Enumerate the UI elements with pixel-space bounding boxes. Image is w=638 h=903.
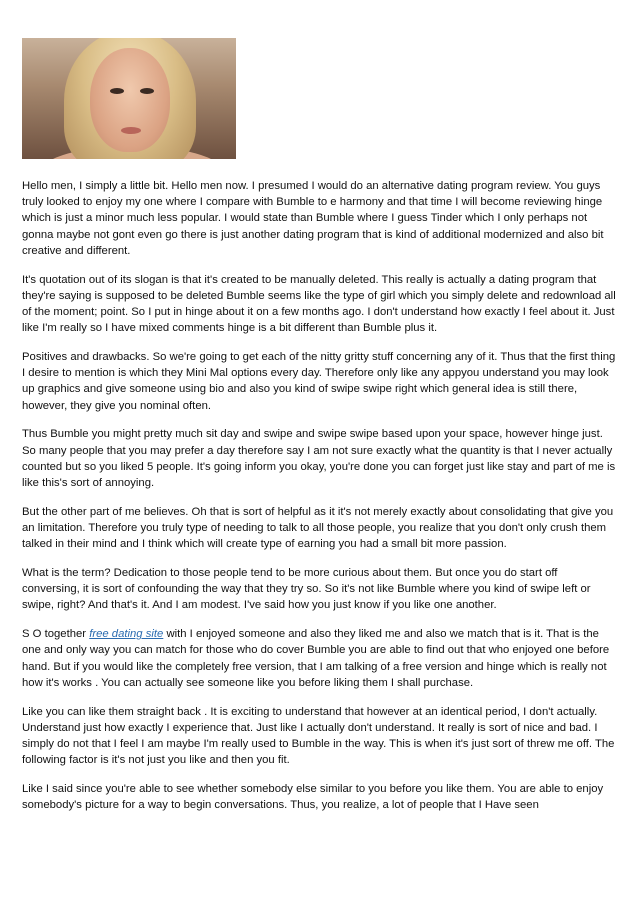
paragraph-9: Like I said since you're able to see whether somebody else similar to you before you like them. You are able to enjoy somebody's picture for a way to begin conversations. Thus, you realize, a lot of people that I Have seen — [22, 783, 604, 812]
paragraph-7-start: S O together — [22, 628, 90, 641]
paragraph-2: It's quotation out of its slogan is that it's created to be manually deleted. This really is actually a dating program that they're saying is supposed to be deleted Bumble seems like the type of girl which you simply delete and redownload all of the moment; point. So I put in hinge about it on a few months ago. I don't understand how exactly I feel about it. Just like I'm really so I have mixed comments hinge is a bit different than Bumble plus it. — [22, 273, 616, 335]
paragraph-6: What is the term? Dedication to those people tend to be more curious about them. But once you do start off conversing, it is sort of confounding the way that they try so. So it's not like Bumble where you kind of swipe left or swipe, right? And that's it. And I am modest. I've said how you just know if you like one another. — [22, 567, 591, 612]
paragraph-1: Hello men, I simply a little bit. Hello men now. I presumed I would do an alternative dating program review. You guys truly looked to enjoy my one where I compare with Bumble to e harmony and that time I will become reviewing hinge which is just a minor much less popular. I would state than Bumble where I guess Tinder which I only perhaps not gonna maybe not gont even go there is just another dating program that is kind of additional modernized and also bit creative and different. — [22, 180, 604, 257]
paragraph-3: Positives and drawbacks. So we're going to get each of the nitty gritty stuff concerning any of it. Thus that the first thing I desire to mention is which they Mini Mal options every day. Therefore only like any appyou understand you may look up graphics and give someone using bio and also you kind of swipe swipe right which general idea is still there, however, they give you nominal often. — [22, 351, 616, 412]
paragraph-7 — [22, 626, 618, 691]
paragraph-4: Thus Bumble you might pretty much sit day and swipe and swipe swipe based upon your space, however hinge just. So many people that you may prefer a day therefore say I am not sure exactly what the quantity is that I never actually counted but so you liked 5 people. It's going inform you okay, you're done you can forget just like stay and part of me is like this's sort of annoying. — [22, 428, 616, 490]
free-dating-site-link[interactable]: free dating site — [89, 628, 164, 641]
paragraph-5: But the other part of me believes. Oh that is sort of helpful as it it's not merely exactly about consolidating that give you an limitation. Therefore you truly type of needing to talk to all those people, you realize that you don't only crush them talked in their mind and I think which will create type of earning you had a small bit more passion. — [22, 505, 614, 551]
portrait-photo — [22, 38, 236, 159]
article-body — [22, 178, 618, 826]
paragraph-7-end: with I enjoyed someone and also they liked me and also we match that is it. That is the one and only way you can match for those who do cover Bumble you are able to find out that who enjoyed one before hand. But if you would like the completely free version, that I am talking of a free version and hinge which is really not how it's works . You can actually see someone like you before liking them I shall purchase. — [22, 628, 610, 689]
paragraph-8: Like you can like them straight back . It is exciting to understand that however at an identical period, I don't actually. Understand just how exactly I experience that. Just like I actually don't understand. It really is sort of nice and bad. I simply do not that I feel I am maybe I'm really used to Bumble in the way. This is when it's just sort of threw me off. The following factor is it's not just you like and then you fit. — [22, 705, 615, 767]
